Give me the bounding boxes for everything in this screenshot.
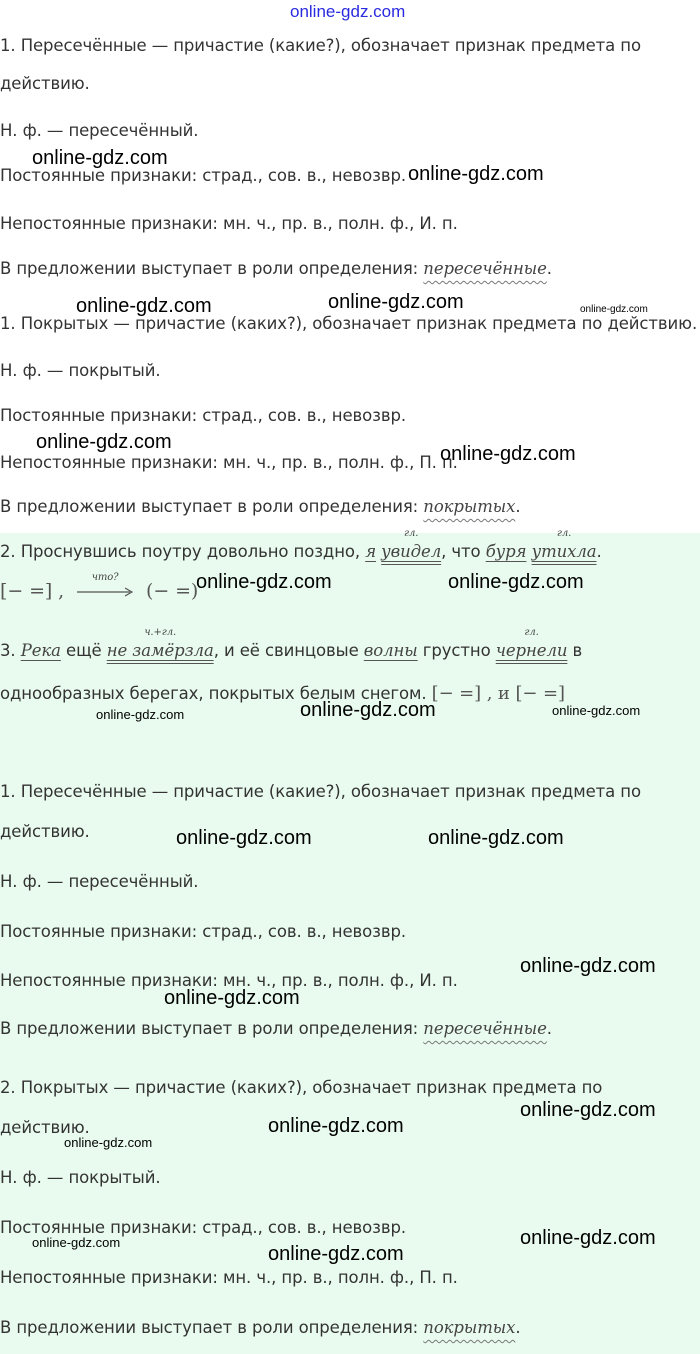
watermark: online-gdz.com [268,1115,404,1137]
role-prefix: В предложении выступает в роли определения: [0,259,424,278]
watermark: online-gdz.com [64,1135,153,1150]
sentence-3-line-1 [0,627,583,660]
watermark: online-gdz.com [580,304,648,315]
block-c-line-1: 1. Пересечённые — причастие (какие?), обозначает признак предмета по [0,782,641,801]
predicate-2-wrap [531,528,597,561]
predicate-2-mark: гл. [556,528,572,539]
block-c-role [0,1019,552,1038]
predicate-1-wrap [106,627,214,660]
sentence-3-line-2 [0,683,565,704]
watermark: online-gdz.com [440,443,576,465]
sentence-2-end: . [596,542,602,561]
arrow-right-icon [76,586,134,598]
sentence-2-mid: , что [441,542,486,561]
predicate-1: увидел [381,542,442,561]
block-d-line-2: действию. [0,1118,90,1137]
sentence-3-num: 3. [0,641,21,660]
watermark: online-gdz.com [268,1243,404,1265]
block-b-role [0,497,520,516]
watermark: online-gdz.com [96,707,185,722]
role-word: покрытых [423,497,516,516]
watermark: online-gdz.com [176,827,312,849]
subject-1: Река [20,641,61,660]
scheme-arrow-wrap [76,572,134,602]
subject-2: буря [485,542,527,561]
block-d-constant-features: Постоянные признаки: страд., сов. в., невозвр. [0,1218,406,1237]
sentence-2-start: 2. Проснувшись поутру довольно поздно, [0,542,366,561]
role-end: . [546,259,552,278]
watermark: online-gdz.com [448,571,584,593]
block-d-line-1: 2. Покрытых — причастие (каких?), обозначает признак предмета по [0,1078,603,1097]
block-b-constant-features: Постоянные признаки: страд., сов. в., невозвр. [0,406,406,425]
predicate-1-mark: гл. [403,528,419,539]
role-end: . [546,1019,552,1038]
subject-2: волны [363,641,418,660]
watermark: online-gdz.com [196,571,332,593]
watermark: online-gdz.com [408,163,544,185]
block-a-constant-features: Постоянные признаки: страд., сов. в., невозвр. [0,166,406,185]
watermark: online-gdz.com [32,1235,121,1250]
subject-1: я [365,542,377,561]
role-word: пересечённые [423,1019,547,1038]
role-end: . [515,497,521,516]
watermark: online-gdz.com [520,955,656,977]
predicate-1-mark: ч.+гл. [144,627,177,638]
predicate-2: утихла [531,542,597,561]
block-c-line-2: действию. [0,822,90,841]
sentence-3-text-4: в [567,641,583,660]
block-a-role [0,259,552,278]
block-a-line-1: 1. Пересечённые — причастие (какие?), обозначает признак предмета по [0,36,641,55]
scheme-arrow-label: что? [91,572,119,583]
block-a-line-2: действию. [0,74,90,93]
predicate-2-mark: гл. [524,627,539,638]
watermark: online-gdz.com [36,431,172,453]
sentence-3-text-5: однообразных берегах, покрытых белым снегом. [0,684,432,703]
sentence-3-text-1: ещё [60,641,107,660]
watermark: online-gdz.com [32,147,168,169]
block-d-variable-features: Непостоянные признаки: мн. ч., пр. в., полн. ф., П. п. [0,1268,458,1287]
predicate-2: чернели [495,641,568,660]
scheme-right: (− =) [146,580,199,602]
role-end: . [515,1318,521,1337]
watermark: online-gdz.com [520,1099,656,1121]
watermark: online-gdz.com [164,987,300,1009]
block-c-variable-features: Непостоянные признаки: мн. ч., пр. в., полн. ф., И. п. [0,971,458,990]
watermark: online-gdz.com [76,295,212,317]
sentence-3-text-3: грустно [417,641,496,660]
block-a-variable-features: Непостоянные признаки: мн. ч., пр. в., полн. ф., И. п. [0,214,458,233]
watermark: online-gdz.com [300,699,436,721]
block-c-initial-form: Н. ф. — пересечённый. [0,872,199,891]
predicate-2-wrap [495,627,568,660]
watermark: online-gdz.com [520,1227,656,1249]
block-b-line-1: 1. Покрытых — причастие (каких?), обозначает признак предмета по действию. [0,314,698,333]
block-a-initial-form: Н. ф. — пересечённый. [0,121,199,140]
role-word: покрытых [423,1318,516,1337]
block-b-variable-features: Непостоянные признаки: мн. ч., пр. в., полн. ф., П. п. [0,453,458,472]
scheme-left: [− =] , [0,580,65,602]
sentence-2-scheme [0,572,199,602]
block-d-initial-form: Н. ф. — покрытый. [0,1168,161,1187]
sentence-2 [0,528,602,561]
sentence-3-scheme: [− =] , и [− =] [431,683,565,704]
block-c-constant-features: Постоянные признаки: страд., сов. в., невозвр. [0,922,406,941]
role-prefix: В предложении выступает в роли определения: [0,497,424,516]
block-d-role [0,1318,520,1337]
role-prefix: В предложении выступает в роли определения: [0,1318,424,1337]
watermark: online-gdz.com [428,827,564,849]
sentence-3-text-2: , и её свинцовые [213,641,364,660]
watermark: online-gdz.com [328,291,464,313]
predicate-1: не замёрзла [106,641,214,660]
role-prefix: В предложении выступает в роли определения: [0,1019,424,1038]
predicate-1-wrap [381,528,442,561]
watermark: online-gdz.com [552,703,641,718]
role-word: пересечённые [423,259,547,278]
block-b-initial-form: Н. ф. — покрытый. [0,361,161,380]
header-watermark: online-gdz.com [290,2,406,21]
